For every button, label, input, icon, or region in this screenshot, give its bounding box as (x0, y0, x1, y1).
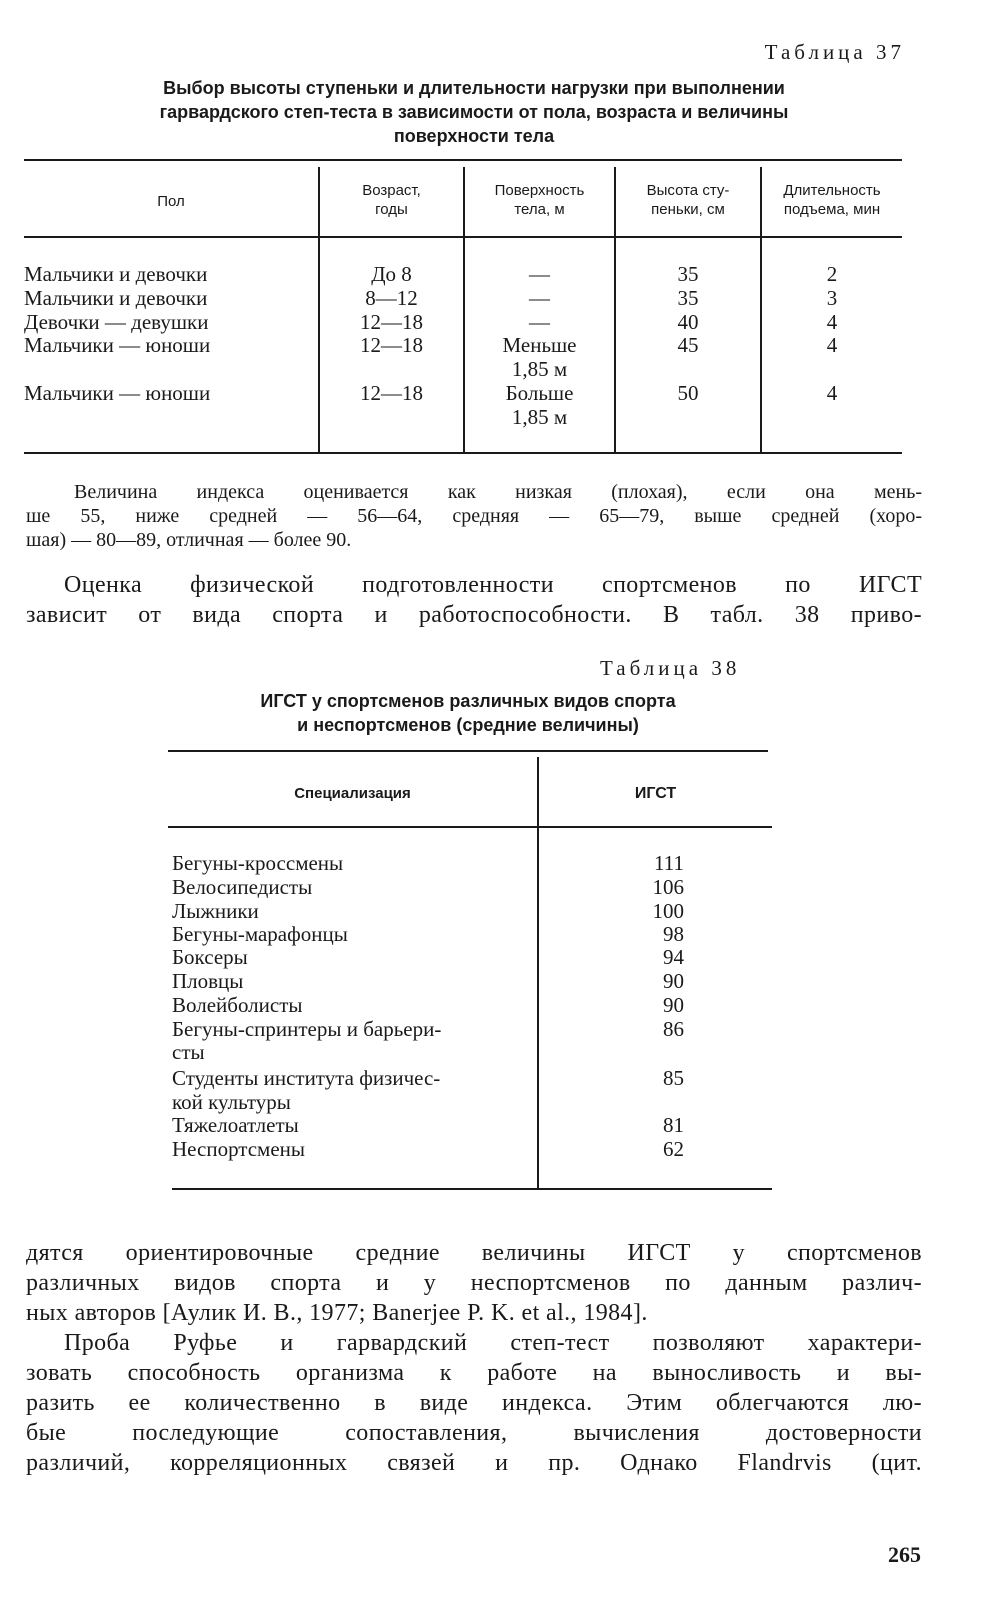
cell-age: 8—12 (365, 286, 418, 310)
cell-igst: 111 (654, 851, 684, 875)
cell-height: 50 (677, 381, 699, 405)
header-duration (762, 181, 902, 219)
text-line: разить ее количественно в виде индекса. Этим облегчаются лю- (26, 1390, 922, 1416)
cell-duration: 2 (826, 262, 838, 286)
cell-surface: — (529, 310, 550, 334)
cell-igst: 86 (663, 1017, 684, 1041)
text-line (26, 570, 922, 600)
header-line: пеньки, см (651, 201, 725, 218)
header-line: Высота сту- (646, 182, 730, 199)
table-38-caption (168, 689, 768, 737)
cell-specialization: сты (172, 1040, 205, 1064)
cell-duration: 4 (826, 381, 838, 405)
text-line: различий, корреляционных связей и пр. Однако Flandrvis (цит. (26, 1450, 922, 1476)
cell-duration: 4 (826, 310, 838, 334)
cell-height: 35 (677, 286, 699, 310)
table-header-rule (168, 826, 772, 828)
caption-line: ИГСТ у спортсменов различных видов спорта (260, 691, 676, 711)
cell-specialization: Бегуны-спринтеры и барьери- (172, 1017, 442, 1041)
header-line: тела, м (514, 201, 565, 218)
header-line: годы (375, 201, 408, 218)
header-specialization: Специализация (294, 785, 411, 802)
cell-specialization: Тяжелоатлеты (172, 1113, 299, 1137)
cell-height: 45 (677, 333, 699, 357)
text-line: дятся ориентировочные средние величины ИГСТ у спортсменов (26, 1240, 922, 1266)
table-bottom-rule (172, 1188, 772, 1190)
cell-specialization: Велосипедисты (172, 875, 313, 899)
cell-igst: 85 (663, 1066, 684, 1090)
cell-igst: 94 (663, 945, 684, 969)
cell-duration: 3 (826, 286, 838, 310)
cell-sex: Мальчики — юноши (24, 381, 211, 405)
table-38-label: Таблица 38 (600, 656, 741, 680)
header-line: Длительность (783, 182, 881, 199)
cell-specialization: Бегуны-марафонцы (172, 922, 348, 946)
cell-specialization: Волейболисты (172, 993, 303, 1017)
cell-sex: Мальчики и девочки (24, 286, 208, 310)
note-line: ше 55, ниже средней — 56—64, средняя — 65—79, выше средней (хоро- (26, 505, 922, 527)
cell-height: 40 (677, 310, 699, 334)
caption-line: Выбор высоты ступеньки и длительности нагрузки при выполнении (163, 78, 785, 98)
page-number: 265 (888, 1542, 921, 1567)
header-height (616, 181, 760, 219)
column-divider (537, 757, 539, 1189)
table-top-rule (24, 159, 902, 161)
caption-line: и неспортсменов (средние величины) (297, 715, 639, 735)
header-sex: Пол (157, 193, 185, 210)
header-igst: ИГСТ (634, 785, 677, 802)
cell-igst: 100 (652, 899, 684, 923)
cell-surface: 1,85 м (511, 405, 568, 429)
header-line: Поверхность (494, 182, 585, 199)
table-top-rule (168, 750, 768, 752)
cell-specialization: Студенты института физичес- (172, 1066, 441, 1090)
cell-height: 35 (677, 262, 699, 286)
note-text: Величина индекса оценивается как низкая (плохая), если она мень- (74, 481, 922, 503)
cell-surface: — (529, 262, 550, 286)
cell-age: 12—18 (360, 333, 423, 357)
cell-sex: Мальчики и девочки (24, 262, 208, 286)
cell-duration: 4 (826, 333, 838, 357)
cell-specialization: Неспортсмены (172, 1137, 306, 1161)
text: Оценка физической подготовленности спортсменов по ИГСТ (64, 572, 922, 598)
cell-igst: 62 (663, 1137, 684, 1161)
paragraph (26, 570, 922, 630)
cell-specialization: Боксеры (172, 945, 248, 969)
cell-igst: 90 (663, 993, 684, 1017)
text-line: различных видов спорта и у неспортсменов по данным различ- (26, 1270, 922, 1296)
cell-specialization: Бегуны-кроссмены (172, 851, 344, 875)
paragraph (26, 1238, 922, 1328)
table-37-label: Таблица 37 (764, 40, 905, 64)
cell-surface: Меньше (502, 333, 577, 357)
text-line: ных авторов [Аулик И. В., 1977; Banerjee P. K. et al., 1984]. (26, 1300, 648, 1326)
header-line: подъема, мин (783, 201, 881, 218)
cell-igst: 90 (663, 969, 684, 993)
cell-sex: Девочки — девушки (24, 310, 209, 334)
header-line: Возраст, (362, 182, 421, 199)
text-line: зовать способность организма к работе на выносливость и вы- (26, 1360, 922, 1386)
header-age (320, 181, 463, 219)
text-line: зависит от вида спорта и работоспособности. В табл. 38 приво- (26, 602, 922, 628)
cell-specialization: Пловцы (172, 969, 244, 993)
paragraph (26, 1328, 922, 1478)
cell-igst: 98 (663, 922, 684, 946)
cell-age: До 8 (371, 262, 412, 286)
cell-age: 12—18 (360, 310, 423, 334)
header-surface (465, 181, 614, 219)
cell-surface: — (529, 286, 550, 310)
cell-surface: Больше (505, 381, 574, 405)
cell-surface: 1,85 м (511, 357, 568, 381)
table-37-caption (26, 76, 922, 148)
text: Проба Руфье и гарвардский степ-тест позволяют характери- (64, 1330, 922, 1356)
note-line (26, 480, 922, 504)
cell-age: 12—18 (360, 381, 423, 405)
text-line: бые последующие сопоставления, вычисления достоверности (26, 1420, 922, 1446)
cell-sex: Мальчики — юноши (24, 333, 211, 357)
cell-specialization: кой культуры (172, 1090, 291, 1114)
cell-igst: 81 (663, 1113, 684, 1137)
text-line (26, 1328, 922, 1358)
caption-line: гарвардского степ-теста в зависимости от пола, возраста и величины (159, 102, 789, 122)
table-37-note (26, 480, 922, 552)
cell-specialization: Лыжники (172, 899, 259, 923)
cell-igst: 106 (652, 875, 684, 899)
note-line: шая) — 80—89, отличная — более 90. (26, 529, 352, 551)
caption-line: поверхности тела (393, 126, 555, 146)
